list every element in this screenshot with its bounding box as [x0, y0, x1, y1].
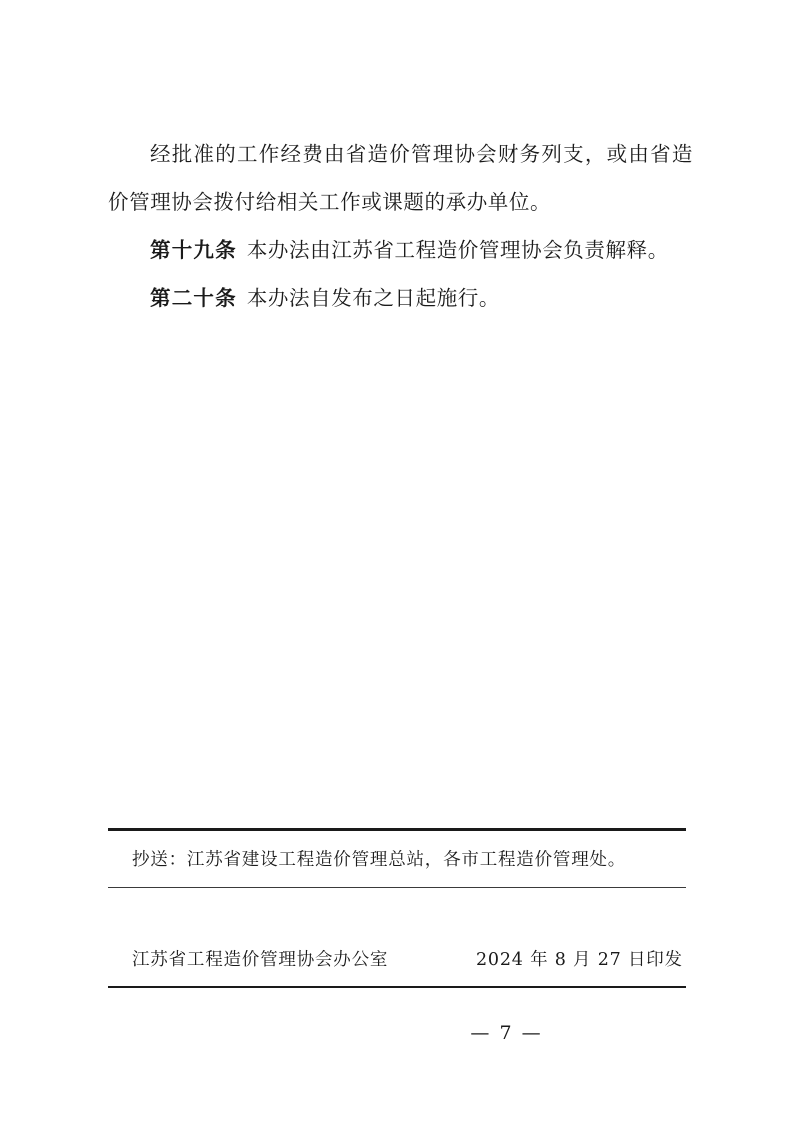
document-footer — [108, 828, 686, 988]
footer-issue-date: 2024 年 8 月 27 日印发 — [476, 950, 683, 970]
footer-cc-label: 抄送： — [132, 850, 187, 870]
article-19-heading: 第十九条 — [150, 238, 237, 262]
footer-issuer-row — [108, 932, 686, 986]
page-number: — 7 — — [470, 1022, 543, 1044]
paragraph-funding — [108, 130, 693, 226]
article-19-text: 本办法由江苏省工程造价管理协会负责解释。 — [246, 238, 669, 262]
paragraph-article-20 — [108, 274, 693, 322]
paragraph-article-19 — [108, 226, 693, 274]
article-20-text: 本办法自发布之日起施行。 — [246, 286, 501, 310]
footer-cc-row — [108, 831, 686, 887]
footer-cc-text: 江苏省建设工程造价管理总站，各市工程造价管理处。 — [186, 850, 627, 870]
footer-bottom-rule — [108, 986, 686, 989]
paragraph-funding-text: 经批准的工作经费由省造价管理协会财务列支，或由省造价管理协会拨付给相关工作或课题的承办单位。 — [108, 142, 693, 214]
article-20-heading: 第二十条 — [150, 286, 237, 310]
footer-issuer: 江苏省工程造价管理协会办公室 — [132, 950, 389, 970]
document-body — [108, 130, 693, 322]
footer-spacer — [108, 888, 686, 932]
